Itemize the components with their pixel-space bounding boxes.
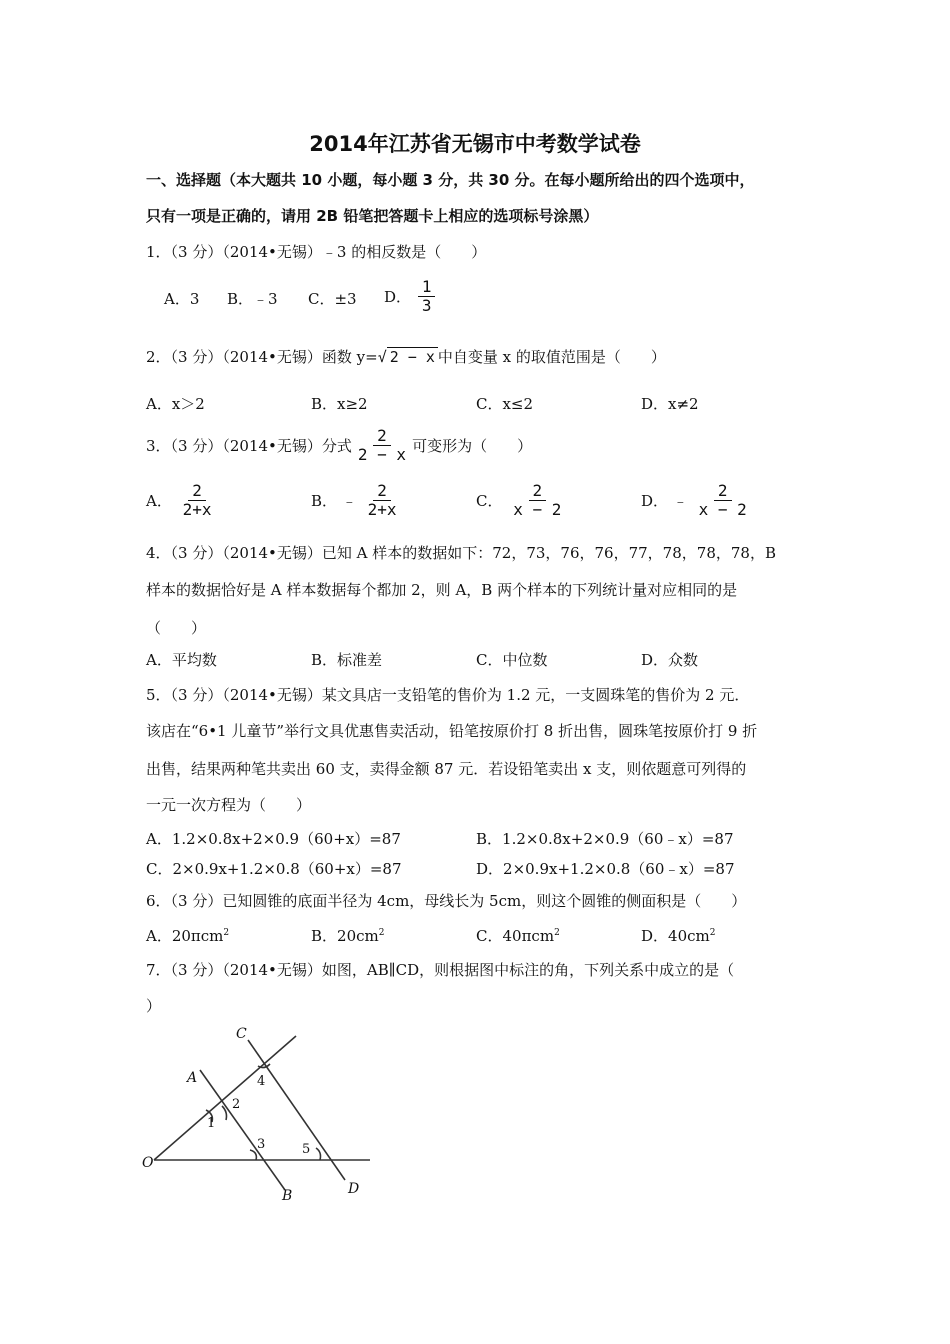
q7-geometry-figure	[140, 1020, 380, 1205]
fraction-denominator: x − 2	[698, 500, 747, 519]
question-5-line2: 该店在“6•1 儿童节”举行文具优惠售卖活动，铅笔按原价打 8 折出售，圆珠笔按原价打 9 折	[146, 722, 758, 740]
q5-option-c: C．2×0.9x+1.2×0.8（60+x）=87	[146, 860, 402, 878]
q1-option-b: B．﹣3	[227, 290, 278, 308]
question-4-line3: （ ）	[146, 619, 207, 637]
label-a: A	[187, 1070, 198, 1086]
q3-option-b-label: B．	[311, 492, 338, 510]
angle-label-4: 4	[257, 1074, 266, 1089]
label-c: C	[236, 1026, 247, 1042]
question-1: 1．（3 分）（2014•无锡）﹣3 的相反数是（ ）	[146, 243, 487, 261]
angle-label-3: 3	[257, 1137, 266, 1152]
q2-option-a: A．x＞2	[146, 395, 205, 413]
q3-text-post: 可变形为（ ）	[412, 437, 533, 455]
q3-option-d-sign: ﹣	[672, 492, 688, 510]
exponent: 2	[378, 928, 385, 938]
q3-option-d-label: D．	[641, 492, 669, 510]
q4-option-c: C．中位数	[476, 651, 548, 669]
question-3	[146, 427, 532, 464]
question-7-line1: 7．（3 分）（2014•无锡）如图，AB∥CD，则根据图中标注的角，下列关系中成立的是（	[146, 961, 735, 979]
q1-option-a: A．3	[164, 290, 200, 308]
fraction-numerator: 2	[373, 482, 391, 501]
q3-option-a-fraction	[179, 482, 216, 519]
q4-option-b: B．标准差	[311, 651, 383, 669]
q5-option-a: A．1.2×0.8x+2×0.9（60+x）=87	[146, 830, 401, 848]
q6-option-b	[311, 925, 384, 946]
q3-option-b-fraction	[364, 482, 401, 519]
fraction-numerator: 2	[529, 482, 547, 501]
q3-fraction	[354, 427, 410, 464]
q3-option-b	[311, 482, 403, 519]
fraction-denominator: 3	[421, 296, 432, 315]
section-heading-line1: 一、选择题（本大题共 10 小题，每小题 3 分，共 30 分。在每小题所给出的四个选项中，	[146, 171, 755, 189]
q2-text-post: 中自变量 x 的取值范围是（ ）	[437, 348, 666, 366]
q6-option-b-text: B．20cm	[311, 927, 379, 945]
q1-option-d	[384, 278, 437, 315]
q4-option-d: D．众数	[641, 651, 699, 669]
question-4-line2: 样本的数据恰好是 A 样本数据每个都加 2，则 A，B 两个样本的下列统计量对应相同的是	[146, 581, 738, 599]
exponent: 2	[223, 928, 230, 938]
q2-text-pre: 2．（3 分）（2014•无锡）函数 y=	[146, 348, 378, 366]
fraction-denominator: 2+x	[367, 500, 397, 519]
fraction-denominator: x − 2	[513, 500, 562, 519]
q3-option-c	[476, 482, 567, 519]
fraction-numerator: 1	[418, 278, 436, 297]
sqrt-icon: √	[377, 348, 387, 366]
exponent: 2	[554, 928, 560, 938]
label-d: D	[348, 1181, 360, 1197]
angle-arc-3	[250, 1150, 256, 1160]
question-4-line1: 4．（3 分）（2014•无锡）已知 A 样本的数据如下：72，73，76，76，77，78，78，78，B	[146, 544, 776, 562]
question-2	[146, 346, 666, 367]
angle-label-5: 5	[302, 1142, 311, 1157]
fraction-numerator: 2	[188, 482, 206, 501]
question-5-line4: 一元一次方程为（ ）	[146, 796, 312, 814]
q5-option-b: B．1.2×0.8x+2×0.9（60﹣x）=87	[476, 830, 734, 848]
q6-option-a-text: A．20πcm	[146, 927, 224, 945]
q3-option-c-fraction	[509, 482, 565, 519]
fraction-numerator: 2	[373, 427, 391, 446]
angle-label-2: 2	[232, 1097, 241, 1112]
q6-option-c-text: C．40πcm	[476, 927, 555, 945]
q1-option-d-fraction	[418, 278, 436, 315]
q2-option-c: C．x≤2	[476, 395, 534, 413]
question-6: 6．（3 分）已知圆锥的底面半径为 4cm，母线长为 5cm，则这个圆锥的侧面积是（ ）	[146, 892, 747, 910]
fraction-denominator: 2+x	[182, 500, 212, 519]
q3-option-a-label: A．	[146, 492, 172, 510]
label-o: O	[142, 1155, 154, 1171]
page-title: 2014年江苏省无锡市中考数学试卷	[309, 132, 641, 156]
label-b: B	[282, 1188, 293, 1204]
angle-label-1: 1	[207, 1116, 216, 1131]
q3-option-b-sign: ﹣	[341, 492, 357, 510]
q3-option-a	[146, 482, 218, 519]
q6-option-d-text: D．40cm	[641, 927, 710, 945]
q3-option-c-label: C．	[476, 492, 503, 510]
q5-option-d: D．2×0.9x+1.2×0.8（60﹣x）=87	[476, 860, 735, 878]
q1-option-d-label: D．	[384, 288, 412, 306]
question-7-line2: ）	[146, 997, 162, 1015]
question-5-line1: 5．（3 分）（2014•无锡）某文具店一支铅笔的售价为 1.2 元，一支圆珠笔的售价为 2 元．	[146, 686, 750, 704]
q2-radicand: 2 − x	[387, 347, 438, 366]
angle-arc-5	[316, 1148, 321, 1160]
q6-option-d	[641, 925, 715, 946]
q2-option-b: B．x≥2	[311, 395, 368, 413]
q6-option-a	[146, 925, 229, 946]
q3-option-d	[641, 482, 753, 519]
section-heading-line2: 只有一项是正确的，请用 2B 铅笔把答题卡上相应的选项标号涂黑）	[146, 207, 599, 225]
q1-option-c: C．±3	[308, 290, 357, 308]
angle-arc-2	[222, 1106, 227, 1120]
q4-option-a: A．平均数	[146, 651, 217, 669]
q2-option-d: D．x≠2	[641, 395, 699, 413]
question-5-line3: 出售，结果两种笔共卖出 60 支，卖得金额 87 元．若设铅笔卖出 x 支，则依题意可列得的	[146, 760, 747, 778]
fraction-numerator: 2	[714, 482, 732, 501]
q6-option-c	[476, 925, 560, 946]
fraction-denominator: 2 − x	[357, 445, 407, 464]
q3-text-pre: 3．（3 分）（2014•无锡）分式	[146, 437, 352, 455]
exponent: 2	[709, 928, 716, 938]
q3-option-d-fraction	[695, 482, 751, 519]
line-oc	[154, 1036, 296, 1160]
